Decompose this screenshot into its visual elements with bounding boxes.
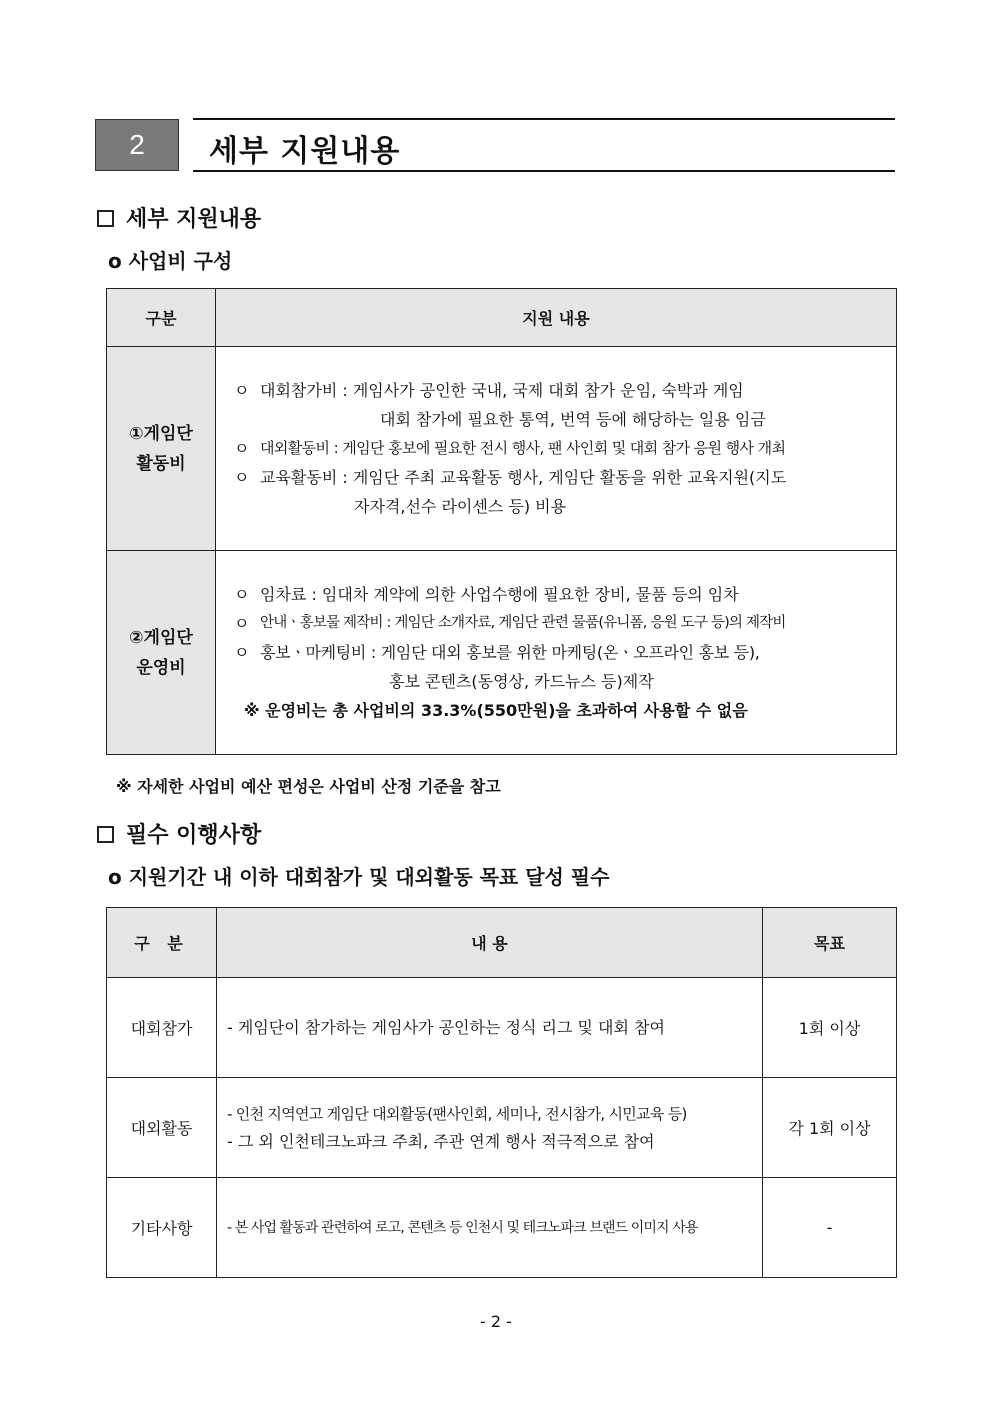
row-goal: 각 1회 이상 [763, 1078, 897, 1178]
row-content [217, 978, 763, 1078]
row-category [107, 551, 216, 755]
section-header [95, 118, 895, 174]
table-row [107, 1178, 897, 1278]
row-content [217, 1178, 763, 1278]
requirements-table [106, 907, 897, 1278]
header-content: 내 용 [217, 908, 763, 978]
list-item [234, 463, 886, 492]
header-goal: 목표 [763, 908, 897, 978]
category-line: ①게임단 [129, 423, 193, 444]
table-header-row [107, 289, 897, 347]
section-number: 2 [95, 119, 179, 171]
header-category: 구분 [107, 289, 216, 347]
header-content: 지원 내용 [216, 289, 897, 347]
list-item [234, 609, 886, 638]
item-text: 홍보ㆍ마케팅비 : 게임단 대외 홍보를 위한 마케팅(온ㆍ오프라인 홍보 등), [260, 642, 760, 662]
operating-cost-note: ※ 운영비는 총 사업비의 33.3%(550만원)을 초과하여 사용할 수 없음 [244, 700, 748, 720]
header-category: 구 분 [107, 908, 217, 978]
list-item [234, 434, 886, 463]
list-item [234, 638, 886, 667]
content-line: - 인천 지역연고 게임단 대외활동(팬사인회, 세미나, 전시참가, 시민교육 등) [227, 1104, 687, 1123]
table-row [107, 551, 897, 755]
category-line: 활동비 [136, 453, 186, 474]
category-line: 운영비 [136, 657, 186, 678]
table-row [107, 978, 897, 1078]
bullet-icon: ㅇ [234, 642, 250, 662]
row-category: 대외활동 [107, 1078, 217, 1178]
page-number: - 2 - [480, 1312, 512, 1331]
checkbox-square-icon [97, 826, 114, 843]
item-text: 임차료 : 임대차 계약에 의한 사업수행에 필요한 장비, 물품 등의 임차 [260, 584, 739, 604]
subheading-goals: o 지원기간 내 이하 대회참가 및 대외활동 목표 달성 필수 [108, 865, 610, 889]
table-header-row [107, 908, 897, 978]
row-category [107, 347, 216, 551]
heading-requirements-text: 필수 이행사항 [126, 823, 262, 848]
heading-support-details-text: 세부 지원내용 [126, 207, 262, 232]
bullet-icon: ㅇ [234, 613, 250, 633]
budget-table [106, 288, 897, 755]
item-text: 안내ㆍ홍보물 제작비 : 게임단 소개자료, 게임단 관련 물품(유니폼, 응원 도구 등)의 제작비 [260, 614, 786, 631]
row-content [216, 347, 897, 551]
row-category: 기타사항 [107, 1178, 217, 1278]
table-row [107, 1078, 897, 1178]
content-line: - 게임단이 참가하는 게임사가 공인하는 정식 리그 및 대회 참여 [227, 1017, 665, 1037]
row-category: 대회참가 [107, 978, 217, 1078]
item-continuation: 홍보 콘텐츠(동영상, 카드뉴스 등)제작 [389, 671, 654, 691]
table-row [107, 347, 897, 551]
bullet-icon: ㅇ [234, 468, 250, 487]
item-continuation: 대회 참가에 필요한 통역, 번역 등에 해당하는 일용 임금 [380, 410, 766, 429]
row-goal: - [763, 1178, 897, 1278]
content-line: - 그 외 인천테크노파크 주최, 주관 연계 행사 적극적으로 참여 [227, 1131, 655, 1151]
bullet-icon: ㅇ [234, 584, 250, 604]
section-title-frame [193, 118, 895, 172]
list-item [234, 580, 886, 609]
row-goal: 1회 이상 [763, 978, 897, 1078]
bullet-icon: ㅇ [234, 439, 250, 458]
category-line: ②게임단 [129, 627, 193, 648]
row-content [217, 1078, 763, 1178]
checkbox-square-icon [97, 210, 114, 227]
list-item [234, 376, 886, 405]
subheading-budget: o 사업비 구성 [108, 249, 233, 273]
heading-requirements [97, 818, 261, 849]
item-text: 대외활동비 : 게임단 홍보에 필요한 전시 행사, 팬 사인회 및 대회 참가 응원 행사 개최 [260, 439, 786, 457]
section-title: 세부 지원내용 [209, 134, 401, 169]
item-text: 교육활동비 : 게임단 주최 교육활동 행사, 게임단 활동을 위한 교육지원(지도 [260, 468, 787, 487]
item-text: 대회참가비 : 게임사가 공인한 국내, 국제 대회 참가 운임, 숙박과 게임 [260, 381, 744, 400]
budget-footnote: ※ 자세한 사업비 예산 편성은 사업비 산정 기준을 참고 [116, 777, 501, 796]
content-line: - 본 사업 활동과 관련하여 로고, 콘텐츠 등 인천시 및 테크노파크 브랜드 이미지 사용 [227, 1219, 698, 1236]
bullet-icon: ㅇ [234, 381, 250, 400]
row-content [216, 551, 897, 755]
heading-support-details [97, 202, 261, 233]
item-continuation: 자자격,선수 라이센스 등) 비용 [354, 497, 567, 516]
